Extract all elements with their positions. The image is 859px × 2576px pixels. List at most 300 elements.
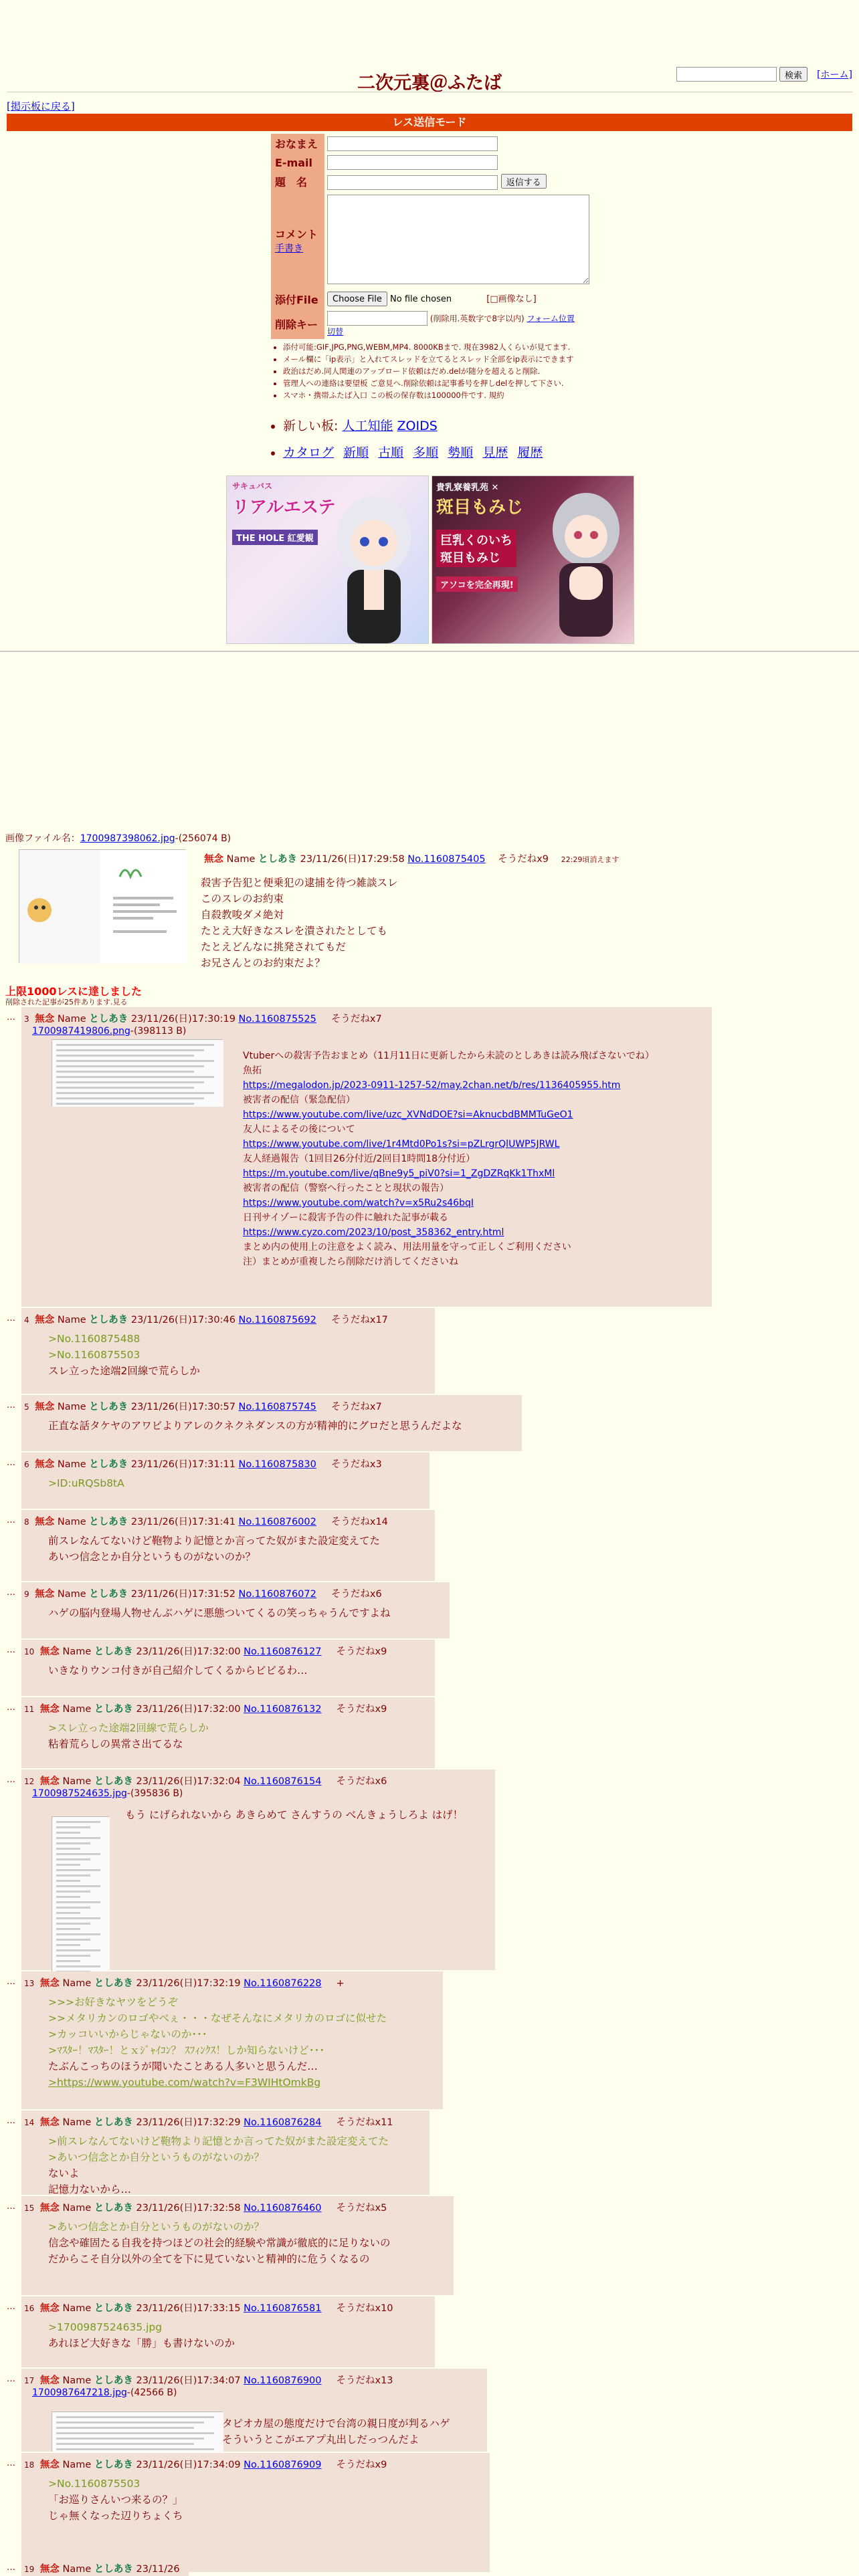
nav-history[interactable]: 履歴 xyxy=(517,445,543,460)
reply-thumbnail[interactable] xyxy=(52,1816,109,1980)
reply-header xyxy=(24,1586,382,1600)
reply-number: 3 xyxy=(24,1014,29,1024)
ad-sub: 巨乳くのいち 斑目もみじ xyxy=(436,530,516,567)
reply-name-label: Name xyxy=(57,1402,86,1412)
op-file-size: -(256074 B) xyxy=(175,833,231,844)
reply-name-label: Name xyxy=(62,2303,92,2314)
new-board-label: 新しい板: xyxy=(283,419,339,433)
back-to-board-link[interactable]: [掲示板に戻る] xyxy=(7,100,75,112)
switch-link[interactable]: 切替 xyxy=(327,326,344,336)
note-item: • 政治はだめ.同人関連のアップロード依頼はだめ.delが随分を超えると削除. xyxy=(283,365,619,377)
ad-banners xyxy=(226,475,634,644)
reply-post xyxy=(21,2196,454,2295)
reply-date: 23/11/26(日)17:34:07 xyxy=(136,2375,241,2386)
reply-line: 正直な話タケヤのアワビよりアレのクネクネダンスの方が精神的にグロだと思うんだよな xyxy=(48,1420,462,1432)
reply-dots: … xyxy=(7,1588,15,1598)
choose-file-button[interactable]: Choose File xyxy=(327,292,387,306)
note-item: • 管理人への連絡は要望板 ご意見へ.削除依頼は記事番号を押しdelを押して下さい. xyxy=(283,377,619,389)
op-name: としあき xyxy=(258,854,297,865)
reply-file-size: -(42566 B) xyxy=(126,2387,177,2398)
reply-date: 23/11/26(日)17:33:15 xyxy=(136,2303,241,2314)
reply-subject: 無念 xyxy=(39,1978,60,1989)
reply-body xyxy=(48,1994,387,2090)
reply-line: 粘着荒らしの異常さ出てるな xyxy=(48,1738,183,1750)
reply-post xyxy=(21,1007,712,1307)
quoted-line: >1700987524635.jpg xyxy=(48,2321,163,2333)
reply-number: 15 xyxy=(24,2204,35,2213)
sodane-button[interactable]: そうだねx11 xyxy=(336,2117,393,2128)
reply-subject: 無念 xyxy=(39,2117,60,2128)
reply-subject: 無念 xyxy=(35,1402,55,1412)
reply-body xyxy=(48,1475,124,1491)
sodane-button[interactable]: そうだねx9 xyxy=(336,2460,387,2470)
reply-name: としあき xyxy=(94,1776,133,1787)
reply-file-info xyxy=(32,1788,183,1799)
reply-dots: … xyxy=(7,2116,15,2126)
op-line: お兄さんとのお約束だよ？ xyxy=(201,957,326,969)
reply-file-link[interactable]: 1700987419806.png xyxy=(32,1026,130,1037)
reply-file-link[interactable]: 1700987647218.jpg xyxy=(32,2387,127,2398)
reply-dots: … xyxy=(7,2563,15,2573)
reply-post xyxy=(21,1308,435,1394)
reply-number: 17 xyxy=(24,2376,35,2385)
reply-date: 23/11/26(日)17:32:19 xyxy=(136,1978,241,1989)
reply-post-number[interactable]: No.1160876581 xyxy=(244,2303,322,2314)
reply-number: 6 xyxy=(24,1460,29,1469)
reply-post xyxy=(21,2111,430,2195)
reply-post-number[interactable]: No.1160875830 xyxy=(238,1459,316,1470)
reply-line: 被害者の配信（緊急配信） xyxy=(243,1095,355,1105)
reply-number: 14 xyxy=(24,2118,35,2127)
reply-date: 23/11/26(日)17:32:29 xyxy=(136,2117,241,2128)
reply-date: 23/11/26(日)17:32:00 xyxy=(136,1646,241,1657)
comment-textarea[interactable] xyxy=(327,195,589,284)
reply-date: 23/11/26(日)17:30:57 xyxy=(130,1402,235,1412)
note-item: • 添付可能:GIF,JPG,PNG,WEBM,MP4. 8000KBまで. 現在3982人くらいが見てます. xyxy=(283,341,619,353)
reply-file-link[interactable]: 1700987524635.jpg xyxy=(32,1788,127,1799)
reply-file-info xyxy=(32,2387,177,2398)
reply-number: 4 xyxy=(24,1315,29,1325)
quoted-line: >No.1160875503 xyxy=(48,2478,140,2490)
op-line: たとえ大好きなスレを潰されたとしても xyxy=(201,925,388,937)
quoted-line: >あいつ信念とか自分というものがないのか？ xyxy=(48,2151,264,2163)
reply-line: ないよ xyxy=(48,2167,80,2179)
reply-line: じゃ無くなった辺りちょくち xyxy=(48,2510,183,2522)
reply-post xyxy=(21,1453,430,1509)
reply-name: としあき xyxy=(89,1517,128,1527)
subject-input[interactable] xyxy=(327,175,498,190)
quoted-line: >>メタリカンのロゴやべぇ・・・なぜそんなにメタリカのロゴに似せた xyxy=(48,2012,387,2024)
reply-file-size: -(395836 B) xyxy=(126,1788,183,1799)
reply-link[interactable]: >https://www.youtube.com/watch?v=F3WIHtOmkBg xyxy=(48,2076,321,2088)
op-thumbnail[interactable] xyxy=(19,849,186,963)
reply-header xyxy=(24,1399,382,1413)
reply-date: 23/11/26(日)17:31:52 xyxy=(130,1589,235,1600)
ad-sub: THE HOLE 紅愛観 xyxy=(232,530,318,545)
reply-header xyxy=(24,1644,387,1658)
sodane-button[interactable]: そうだねx9 xyxy=(336,1646,387,1657)
page-title: 二次元裏＠ふたば xyxy=(357,73,502,94)
reply-post-number[interactable]: No.1160876127 xyxy=(244,1646,322,1657)
reply-link[interactable]: https://www.youtube.com/live/uzc_XVNdDOE?si=AknucbdBMMTuGeO1 xyxy=(243,1109,573,1120)
reply-body xyxy=(48,2319,235,2351)
reply-post-number[interactable]: No.1160876228 xyxy=(244,1978,322,1989)
reply-body xyxy=(48,1418,462,1434)
reply-subject: 無念 xyxy=(39,2203,60,2214)
reply-subject: 無念 xyxy=(39,1646,60,1657)
reply-post-number[interactable]: No.1160876002 xyxy=(238,1517,316,1527)
reply-name-label: Name xyxy=(57,1589,86,1600)
sodane-button[interactable]: そうだねx6 xyxy=(330,1589,382,1600)
reply-line: タピオカ屋の態度だけで台湾の親日度が判るハゲ xyxy=(222,2418,450,2430)
nav-momentum[interactable]: 勢順 xyxy=(448,445,474,460)
reply-number: 19 xyxy=(24,2565,35,2574)
quoted-line: >カッコいいからじゃないのか･･･ xyxy=(48,2028,207,2040)
reply-dots: … xyxy=(7,2302,15,2312)
reply-post-number[interactable]: No.1160876072 xyxy=(238,1589,316,1600)
reply-subject: 無念 xyxy=(35,1517,55,1527)
reply-name: としあき xyxy=(94,2564,133,2575)
reply-line: 友人によるその後について xyxy=(243,1124,355,1135)
image-icon xyxy=(52,1040,223,1107)
sodane-button[interactable]: そうだねx9 xyxy=(336,1704,387,1715)
notes-list xyxy=(271,341,619,401)
reply-date: 23/11/26(日)17:30:46 xyxy=(130,1315,235,1325)
op-expire: 22:29頃消えます xyxy=(561,855,619,864)
ad-banner[interactable] xyxy=(226,475,429,644)
reply-line: 友人経過報告（1回目26分付近/2回目1時間18分付近） xyxy=(243,1154,476,1164)
reply-subject: 無念 xyxy=(35,1459,55,1470)
reply-name-label: Name xyxy=(62,1704,92,1715)
delkey-input[interactable] xyxy=(327,311,427,326)
quoted-line: >あいつ信念とか自分というものがないのか？ xyxy=(48,2221,264,2233)
reply-dots: … xyxy=(7,1012,15,1023)
reply-name: としあき xyxy=(94,1978,133,1989)
reply-subject: 無念 xyxy=(35,1315,55,1325)
reply-post xyxy=(21,2369,487,2452)
sodane-button[interactable]: そうだねx14 xyxy=(330,1517,388,1527)
reply-name-label: Name xyxy=(57,1315,86,1325)
reply-line: 日刊サイゾーに殺害予告の件に触れた記事が載る xyxy=(243,1212,449,1223)
reply-file-info xyxy=(32,1026,186,1037)
reply-line: Vtuberへの殺害予告おまとめ（11月11日に更新したから未読のとしあきは読み飛ばさないでね） xyxy=(243,1051,654,1061)
reply-body xyxy=(48,1605,391,1621)
reply-name: としあき xyxy=(89,1315,128,1325)
comment-label-cell xyxy=(271,192,324,290)
reply-body xyxy=(222,2416,450,2448)
reply-subject: 無念 xyxy=(39,2460,60,2470)
reply-dots: … xyxy=(7,1775,15,1785)
sodane-button[interactable]: そうだねx17 xyxy=(330,1315,388,1325)
reply-post xyxy=(21,1582,450,1638)
reply-header xyxy=(24,2300,393,2315)
ad-foot: アソコを完全再現! xyxy=(436,576,518,592)
reply-header xyxy=(24,1774,387,1788)
reply-subject: 無念 xyxy=(39,1776,60,1787)
reply-name: としあき xyxy=(94,2117,133,2128)
reply-link[interactable]: https://www.cyzo.com/2023/10/post_358362_entry.html xyxy=(243,1227,504,1238)
home-link[interactable]: [ホーム] xyxy=(817,70,852,80)
reply-line: だからこそ自分以外の全てを下に見ていないと精神的に危うくなるの xyxy=(48,2253,370,2265)
note-item: • メール欄に「ip表示」と入れてスレッドを立てるとスレッド全部をip表示にできます xyxy=(283,353,619,365)
name-input[interactable] xyxy=(327,136,498,151)
anime-girl-illustration xyxy=(327,490,421,643)
deleted-notice: 削除された記事が25件あります.見る xyxy=(5,998,128,1006)
reply-dots: … xyxy=(7,2374,15,2384)
reply-number: 10 xyxy=(24,1647,35,1656)
reply-body xyxy=(48,1331,200,1379)
reply-post xyxy=(21,1697,435,1768)
quoted-line: >スレ立った途端2回線で荒らしか xyxy=(48,1722,209,1734)
reply-number: 11 xyxy=(24,1705,35,1714)
reply-body xyxy=(48,2219,391,2267)
reply-date: 23/11/26(日)17:32:04 xyxy=(136,1776,241,1787)
new-board-link[interactable]: ZOIDS xyxy=(397,419,438,433)
reply-date: 23/11/26(日)17:34:09 xyxy=(136,2460,241,2470)
sodane-button[interactable]: そうだねx5 xyxy=(336,2203,387,2214)
reply-name-label: Name xyxy=(62,1776,92,1787)
reply-subject: 無念 xyxy=(35,1589,55,1600)
reply-post-number[interactable]: No.1160876909 xyxy=(244,2460,322,2470)
reply-header xyxy=(24,2457,387,2471)
reply-date: 23/11/26(日)17:32:00 xyxy=(136,1704,241,1715)
delkey-label: 削除キー xyxy=(271,309,324,339)
reply-number: 5 xyxy=(24,1402,29,1412)
reply-subject: 無念 xyxy=(39,2303,60,2314)
reply-dots: … xyxy=(7,1645,15,1655)
reply-body xyxy=(48,1662,308,1679)
reply-subject: 無念 xyxy=(39,1704,60,1715)
handwrite-link[interactable]: 手書き xyxy=(275,243,303,254)
sodane-button[interactable]: そうだねx7 xyxy=(330,1014,382,1025)
reply-post-number[interactable]: No.1160876900 xyxy=(244,2375,322,2386)
image-icon xyxy=(52,1817,110,1981)
reply-name-label: Name xyxy=(62,1978,92,1989)
reply-date: 23/11/26(日)17:31:11 xyxy=(130,1459,235,1470)
ad-main: リアルエステ xyxy=(232,498,336,518)
reply-thumbnail[interactable] xyxy=(52,2411,223,2452)
reply-name-label: Name xyxy=(62,2203,92,2214)
reply-name-label: Name xyxy=(57,1014,86,1025)
ad-top: サキュバス xyxy=(232,481,273,491)
reply-name: としあき xyxy=(94,1704,133,1715)
quoted-line: >ﾏｽﾀｰ！ﾏｽﾀｰ！とｘｼﾞｬｲｺﾝ？ ｽﾌｨﾝｸｽ！しか知らないけど･･･ xyxy=(48,2044,325,2056)
image-icon xyxy=(52,2412,223,2452)
reply-header xyxy=(24,1701,387,1715)
reply-name-label: Name xyxy=(62,2375,92,2386)
reply-line: まとめ内の使用上の注意をよく読み、用法用量を守って正しくご利用ください xyxy=(243,1242,571,1253)
reply-line: 「お巡りさんいつ来るの？」 xyxy=(48,2494,183,2506)
op-body xyxy=(201,875,398,971)
reply-body xyxy=(48,2133,389,2197)
reply-name: としあき xyxy=(89,1014,128,1025)
reply-name-label: Name xyxy=(57,1517,86,1527)
reply-name: としあき xyxy=(94,1646,133,1657)
op-subject: 無念 xyxy=(204,854,223,865)
sodane-button[interactable]: そうだねx10 xyxy=(336,2303,393,2314)
reply-post-number[interactable]: No.1160876460 xyxy=(244,2203,322,2214)
form-position-link[interactable]: フォーム位置 xyxy=(527,314,575,323)
reply-post-number[interactable]: No.1160875525 xyxy=(238,1014,316,1025)
reply-header xyxy=(24,2200,387,2214)
reply-header xyxy=(24,2373,393,2387)
screenshot-image-icon xyxy=(19,850,187,964)
ad-top: 貴乳寮養乳苑 ✕ xyxy=(436,483,499,493)
reply-name-label: Name xyxy=(62,2117,92,2128)
reply-header xyxy=(24,1975,345,1990)
reply-header xyxy=(24,1312,388,1326)
mode-bar: レス送信モード xyxy=(7,114,852,131)
reply-number: 18 xyxy=(24,2460,35,2470)
file-status: No file chosen xyxy=(390,294,452,304)
reply-line: 前スレなんてないけど鞄物より記憶とか言ってた奴がまた設定変えてた xyxy=(48,1535,381,1547)
new-board-list xyxy=(271,416,438,434)
reply-post xyxy=(21,1971,443,2109)
reply-dots: … xyxy=(7,1313,15,1323)
sodane-button[interactable]: そうだねx13 xyxy=(336,2375,393,2386)
op-line: 自殺教唆ダメ絶対 xyxy=(201,909,284,921)
no-image-checkbox[interactable]: [□画像なし] xyxy=(486,294,537,304)
reply-date: 23/11/26(日)17:32:58 xyxy=(136,2203,241,2214)
reply-post xyxy=(21,2557,189,2576)
nav-old[interactable]: 古順 xyxy=(378,445,404,460)
nav-catalog[interactable]: カタログ xyxy=(283,445,335,460)
reply-name-label: Name xyxy=(62,2564,92,2575)
op-post-number[interactable]: No.1160875405 xyxy=(407,854,486,865)
reply-post-number[interactable]: No.1160876284 xyxy=(244,2117,322,2128)
sodane-button[interactable]: そうだねx6 xyxy=(336,1776,387,1787)
sodane-button[interactable]: そうだねx3 xyxy=(330,1459,382,1470)
reply-file-size: -(398113 B) xyxy=(130,1026,187,1037)
reply-header xyxy=(24,1011,382,1025)
op-line: このスレのお約束 xyxy=(201,893,284,905)
divider xyxy=(0,651,859,652)
reply-link[interactable]: https://www.youtube.com/live/1r4Mtd0Po1s?si=pZLrgrQlUWP5JRWL xyxy=(243,1139,560,1150)
nav-many[interactable]: 多順 xyxy=(413,445,439,460)
op-date: 23/11/26(日)17:29:58 xyxy=(300,854,405,865)
sodane-button[interactable]: そうだねx7 xyxy=(330,1402,382,1412)
sodane-button[interactable]: + xyxy=(336,1978,345,1989)
reply-name: としあき xyxy=(89,1459,128,1470)
nav-viewed[interactable]: 見歴 xyxy=(482,445,508,460)
reply-header xyxy=(24,2115,393,2129)
reply-line: スレ立った途端2回線で荒らしか xyxy=(48,1365,200,1377)
reply-date: 23/11/26(日)17:30:19 xyxy=(130,1014,235,1025)
quoted-line: >No.1160875488 xyxy=(48,1333,140,1345)
reply-post-number[interactable]: No.1160876132 xyxy=(244,1704,322,1715)
reply-link[interactable]: https://www.youtube.com/watch?v=x5Ru2s46bqI xyxy=(243,1198,474,1208)
anime-girl-illustration xyxy=(539,490,633,643)
reply-link[interactable]: https://megalodon.jp/2023-0911-1257-52/may.2chan.net/b/res/1136405955.htm xyxy=(243,1080,621,1091)
reply-post xyxy=(21,1769,495,1970)
quoted-line: >No.1160875503 xyxy=(48,1349,140,1361)
reply-line: そういうとこがエアプ丸出しだっつんだよ xyxy=(222,2434,419,2446)
reply-name: としあき xyxy=(94,2375,133,2386)
note-item: • スマホ・携帯ふたば入口 この板の保存数は100000件です. 規約 xyxy=(283,389,619,401)
reply-line: 注）まとめが重複したら削除だけ消してくださいね xyxy=(243,1257,458,1267)
reply-body xyxy=(125,1807,463,1823)
reply-post-number[interactable]: No.1160875745 xyxy=(238,1402,316,1412)
ad-main: 斑目もみじ xyxy=(436,498,524,518)
reply-name-label: Name xyxy=(62,2460,92,2470)
reply-number: 9 xyxy=(24,1590,29,1599)
reply-line: 記憶力ないから… xyxy=(48,2183,132,2195)
op-line: たとえどんなに挑発されてもだ xyxy=(201,941,347,953)
reply-line: あいつ信念とか自分というものがないのか？ xyxy=(48,1551,256,1563)
reply-dots: … xyxy=(7,1977,15,1987)
reply-dots: … xyxy=(7,1515,15,1525)
reply-number: 13 xyxy=(24,1979,35,1988)
reply-name-label: Name xyxy=(62,1646,92,1657)
reply-line: もう にげられないから あきらめて さんすうの べんきょうしろよ はげ！ xyxy=(125,1809,464,1821)
reply-name: としあき xyxy=(89,1589,128,1600)
reply-dots: … xyxy=(7,1703,15,1713)
reply-date: 23/11/26(日)17:31:41 xyxy=(130,1517,235,1527)
op-header xyxy=(204,851,619,865)
nav-new[interactable]: 新順 xyxy=(343,445,369,460)
reply-name: としあき xyxy=(94,2203,133,2214)
reply-line: たぶんこっちのほうが聞いたことある人多いと思うんだ… xyxy=(48,2060,318,2072)
reply-post xyxy=(21,2453,490,2572)
reply-post xyxy=(21,1395,522,1451)
ad-banner[interactable] xyxy=(432,475,634,644)
reply-line: 魚拓 xyxy=(243,1065,262,1076)
reply-name: としあき xyxy=(94,2460,133,2470)
reply-post xyxy=(21,1640,435,1696)
reply-number: 16 xyxy=(24,2304,35,2313)
subject-label: 題 名 xyxy=(271,172,324,192)
reply-body xyxy=(48,2476,183,2524)
op-file-link[interactable]: 1700987398062.jpg xyxy=(80,833,175,844)
reply-subject: 無念 xyxy=(39,2564,60,2575)
reply-body xyxy=(48,1720,209,1752)
reply-link[interactable]: https://m.youtube.com/live/qBne9y5_piV0?si=1_ZgDZRqKk1ThxMl xyxy=(243,1168,555,1179)
op-file-label: 画像ファイル名： xyxy=(5,833,80,844)
reply-date: 23/11/26 xyxy=(136,2564,180,2575)
submit-button[interactable]: 返信する xyxy=(501,174,547,189)
reply-form xyxy=(271,134,592,339)
reply-header xyxy=(24,1514,388,1528)
catalog-nav xyxy=(271,443,548,461)
new-board-link[interactable]: 人工知能 xyxy=(342,419,393,433)
reply-dots: … xyxy=(7,2202,15,2212)
reply-post xyxy=(21,1510,435,1581)
reply-name: としあき xyxy=(89,1402,128,1412)
reply-line: ハゲの脳内登場人物せんぶハゲに悪態ついてくるの笑っちゃうんですよね xyxy=(48,1607,391,1619)
op-file-info xyxy=(5,831,231,845)
reply-number: 12 xyxy=(24,1777,35,1786)
reply-post-number[interactable]: No.1160876154 xyxy=(244,1776,322,1787)
reply-line: 被害者の配信（警察へ行ったことと現状の報告） xyxy=(243,1183,449,1194)
email-input[interactable] xyxy=(327,155,498,170)
name-label: おなまえ xyxy=(271,134,324,153)
reply-line: 信念や確固たる自我を持つほどの社会的経験や常識が徹底的に足りないの xyxy=(48,2237,391,2249)
limit-notice: 上限1000レスに達しました xyxy=(5,985,142,998)
email-label: E-mail xyxy=(271,153,324,172)
search-button[interactable]: 検索 xyxy=(779,67,807,82)
reply-header xyxy=(24,2561,180,2575)
reply-post-number[interactable]: No.1160875692 xyxy=(238,1315,316,1325)
quoted-line: >>>お好きなヤツをどうぞ xyxy=(48,1996,178,2008)
reply-dots: … xyxy=(7,1400,15,1410)
reply-name: としあき xyxy=(94,2303,133,2314)
reply-header xyxy=(24,1457,382,1471)
reply-line: あれほど大好きな「勝」も書けないのか xyxy=(48,2337,235,2349)
quoted-line: >ID:uRQSb8tA xyxy=(48,1477,124,1489)
reply-body xyxy=(243,1049,654,1269)
reply-thumbnail[interactable] xyxy=(52,1039,223,1106)
op-sodane-button[interactable]: そうだねx9 xyxy=(498,854,549,865)
